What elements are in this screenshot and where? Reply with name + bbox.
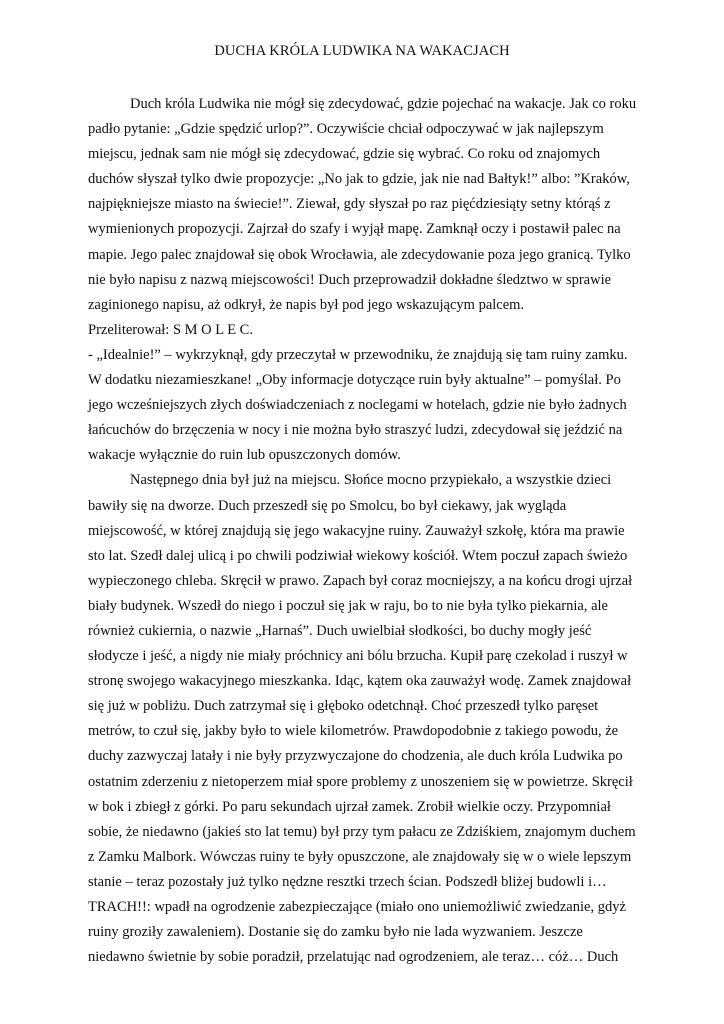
- text-line: Duch króla Ludwika nie mógł się zdecydować, gdzie pojechać na wakacje. Jak co roku: [130, 96, 637, 112]
- text-line: jego wcześniejszych złych doświadczeniach z noclegami w hotelach, gdzie nie było żadnych: [88, 397, 627, 414]
- text-line: ruiny groziły zawaleniem). Dostanie się do zamku było nie lada wyzwaniem. Jeszcze: [88, 924, 583, 941]
- document-title: DUCHA KRÓLA LUDWIKA NA WAKACJACH: [214, 43, 510, 59]
- text-line: sobie, że niedawno (jakieś sto lat temu) był przy tym pałacu ze Zdziśkiem, znajomym duchem: [88, 823, 636, 840]
- text-line: wypieczonego chleba. Skręcił w prawo. Zapach był coraz mocniejszy, a na końcu drogi ujrzał: [88, 572, 633, 589]
- text-line: wymienionych propozycji. Zajrzał do szafy i wyjął mapę. Zamknął oczy i postawił palec na: [88, 221, 621, 238]
- text-line: słodycze i jeść, a nigdy nie miały próchnicy ani bólu brzucha. Kupił parę czekolad i ruszył w: [88, 648, 628, 665]
- text-line: bawiły się na dworze. Duch przeszedł się po Smolcu, bo był ciekawy, jak wygląda: [88, 497, 567, 514]
- document-body: [88, 92, 648, 970]
- text-line: stronę swojego wakacyjnego mieszkanka. Idąc, kątem oka zauważył wodę. Zamek znajdował: [88, 673, 632, 690]
- text-line: TRACH!!: wpadł na ogrodzenie zabezpieczające (miało ono uniemożliwić zwiedzanie, gdyż: [88, 899, 626, 915]
- text-line: duchy zazwyczaj latały i nie były przyzwyczajone do chodzenia, ale duch króla Ludwika po: [88, 748, 623, 765]
- text-line: w bok i zbiegł z górki. Po paru sekundach ujrzał zamek. Zrobił wielkie oczy. Przypomniał: [88, 798, 611, 815]
- text-line: duchów słyszał tylko dwie propozycje: „No jak to gdzie, jak nie nad Bałtyk!” albo: ”Kraków,: [88, 171, 630, 188]
- text-line: miejscowość, w której znajdują się jego wakacyjne ruiny. Zauważył szkołę, która ma prawie: [88, 522, 625, 539]
- text-line: z Zamku Malbork. Wówczas ruiny te były opuszczone, ale znajdowały się w o wiele lepszym: [88, 848, 632, 865]
- text-line: Następnego dnia był już na miejscu. Słońce mocno przypiekało, a wszystkie dzieci: [130, 472, 612, 489]
- text-line: miejscu, jednak sam nie mógł się zdecydować, gdzie się wybrać. Co roku od znajomych: [88, 146, 601, 163]
- text-line: W dodatku niezamieszkane! „Oby informacje dotyczące ruin były aktualne” – pomyślał. Po: [88, 372, 621, 389]
- text-line: sto lat. Szedł dalej ulicą i po chwili podziwiał wiekowy kościół. Wtem poczuł zapach świeżo: [88, 547, 628, 564]
- text-line: zaginionego napisu, aż odkrył, że napis był pod jego wskazującym palcem.: [88, 296, 525, 313]
- text-line: się już w pobliżu. Duch zatrzymał się i głęboko odetchnął. Choć przeszedł tylko paręset: [88, 698, 599, 715]
- text-line: najpiękniejsze miasto na świecie!”. Ziewał, gdy słyszał po raz pięćdziesiąty setny którąś z: [88, 196, 611, 213]
- text-line: - „Idealnie!” – wykrzyknął, gdy przeczytał w przewodniku, że znajdują się tam ruiny zamku.: [88, 346, 628, 363]
- text-line: niedawno świetnie by sobie poradził, przelatując nad ogrodzeniem, ale teraz… cóż… Duch: [88, 949, 619, 966]
- text-line: metrów, to czuł się, jakby było to wiele kilometrów. Prawdopodobnie z takiego powodu, że: [88, 723, 619, 740]
- text-line: padło pytanie: „Gdzie spędzić urlop?”. Oczywiście chciał odpoczywać w jak najlepszym: [88, 121, 604, 138]
- text-line: mapie. Jego palec znajdował się obok Wrocławia, ale zdecydowanie poza jego granicą. Tylko: [88, 246, 631, 263]
- text-line: nie było napisu z nazwą miejscowości! Duch przeprowadził dokładne śledztwo w sprawie: [88, 271, 612, 288]
- text-line: Przeliterował: S M O L E C.: [88, 321, 253, 338]
- text-line: wakacje wyłącznie do ruin lub opuszczonych domów.: [88, 447, 401, 464]
- text-line: stanie – teraz pozostały już tylko nędzne resztki trzech ścian. Podszedł bliżej budowli i…: [88, 873, 607, 890]
- text-line: łańcuchów do brzęczenia w nocy i nie można było straszyć ludzi, zdecydował się jeździć na: [88, 422, 623, 439]
- text-line: biały budynek. Wszedł do niego i poczuł się jak w raju, bo to nie była tylko piekarnia, ale: [88, 597, 608, 614]
- text-line: również cukiernia, o nazwie „Harnaś”. Duch uwielbiał słodkości, bo duchy mogły jeść: [88, 622, 592, 639]
- text-line: ostatnim zderzeniu z nietoperzem miał spore problemy z unoszeniem się w powietrze. Skręcił: [88, 773, 633, 790]
